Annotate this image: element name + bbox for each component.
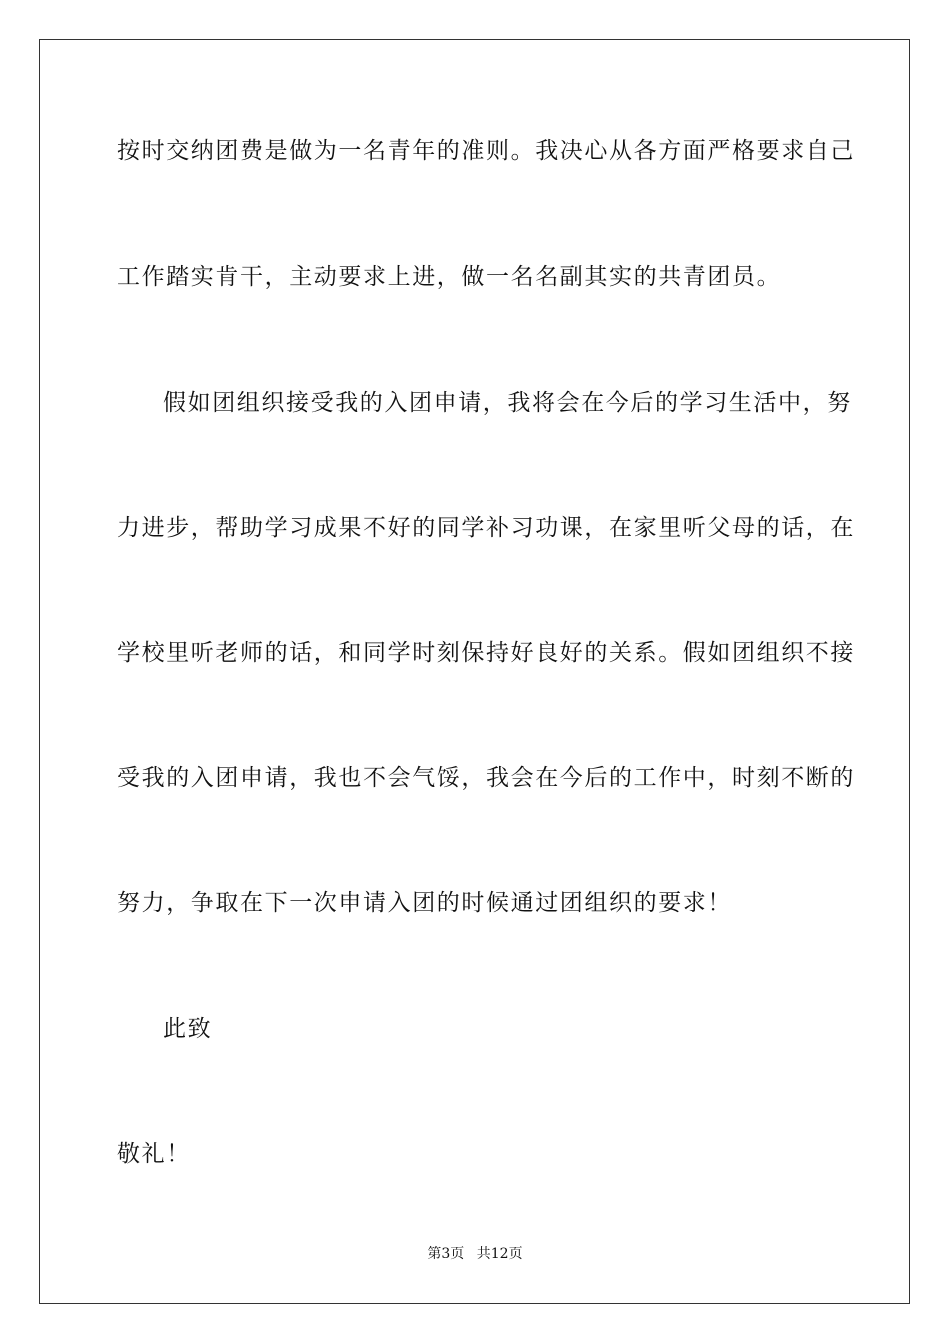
body-line-4: 力进步，帮助学习成果不好的同学补习功课，在家里听父母的话，在: [117, 515, 855, 541]
page-number: 第3页: [427, 1246, 465, 1262]
page-frame: [39, 39, 910, 1304]
body-line-6: 受我的入团申请，我也不会气馁，我会在今后的工作中，时刻不断的: [117, 765, 855, 791]
body-line-7: 努力，争取在下一次申请入团的时候通过团组织的要求！: [117, 890, 732, 916]
salutation-line: 此致: [163, 1016, 213, 1042]
body-line-2: 工作踏实肯干，主动要求上进，做一名名副其实的共青团员。: [117, 264, 782, 290]
closing-line: 敬礼！: [117, 1141, 191, 1167]
body-line-1: 按时交纳团费是做为一名青年的准则。我决心从各方面严格要求自己: [117, 138, 855, 164]
page-footer: [0, 1245, 950, 1263]
body-line-5: 学校里听老师的话，和同学时刻保持好良好的关系。假如团组织不接: [117, 640, 855, 666]
total-pages: 共12页: [476, 1246, 523, 1262]
body-line-3: 假如团组织接受我的入团申请，我将会在今后的学习生活中，努: [163, 390, 852, 416]
